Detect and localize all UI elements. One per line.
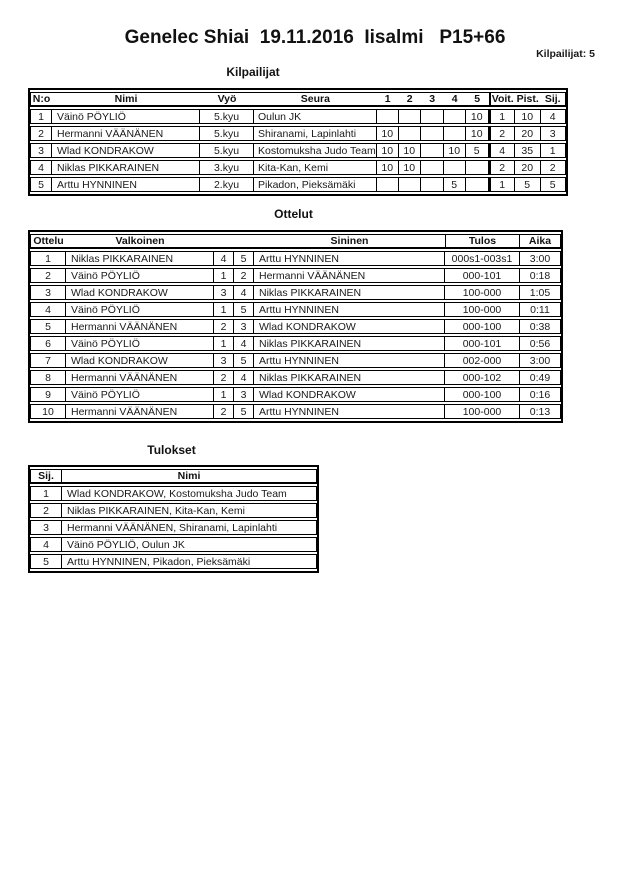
cell-place: 1 bbox=[30, 486, 62, 501]
cell-score-5 bbox=[466, 177, 489, 192]
cell-blue-name: Arttu HYNNINEN bbox=[254, 302, 445, 317]
cell-place: 5 bbox=[30, 554, 62, 569]
col-header-pist: Pist. bbox=[516, 93, 539, 105]
cell-score-3 bbox=[421, 126, 444, 141]
table-header-row bbox=[30, 92, 566, 107]
cell-white-no: 1 bbox=[214, 302, 234, 317]
cell-seura: Kita-Kan, Kemi bbox=[254, 160, 377, 175]
cell-blue-name: Hermanni VÄÄNÄNEN bbox=[254, 268, 445, 283]
col-header-match-5: 5 bbox=[466, 92, 489, 107]
table-row bbox=[30, 387, 561, 402]
cell-tulos: 000-102 bbox=[445, 370, 520, 385]
cell-score-3 bbox=[421, 109, 444, 124]
cell-blue-no: 5 bbox=[234, 404, 254, 419]
col-header-match-3: 3 bbox=[421, 92, 444, 107]
document-title: Genelec Shiai 19.11.2016 Iisalmi P15+66 bbox=[124, 27, 506, 48]
table-row bbox=[30, 520, 317, 535]
cell-no: 1 bbox=[30, 109, 52, 124]
col-header-vyo: Vyö bbox=[200, 92, 254, 107]
cell-seura: Pikadon, Pieksämäki bbox=[254, 177, 377, 192]
cell-aika: 0:18 bbox=[520, 268, 561, 283]
cell-aika: 0:13 bbox=[520, 404, 561, 419]
cell-aika: 0:11 bbox=[520, 302, 561, 317]
cell-match-no: 6 bbox=[30, 336, 66, 351]
cell-pist: 20 bbox=[515, 160, 541, 175]
cell-white-name: Wlad KONDRAKOW bbox=[66, 285, 214, 300]
cell-nimi: Hermanni VÄÄNÄNEN bbox=[52, 126, 200, 141]
cell-white-name: Väinö PÖYLIÖ bbox=[66, 302, 214, 317]
cell-score-2: 10 bbox=[399, 143, 421, 158]
cell-voit: 1 bbox=[489, 109, 515, 124]
cell-blue-name: Niklas PIKKARAINEN bbox=[254, 285, 445, 300]
cell-white-no: 2 bbox=[214, 404, 234, 419]
cell-sij: 2 bbox=[541, 160, 566, 175]
cell-aika: 1:05 bbox=[520, 285, 561, 300]
col-header-valkoinen: Valkoinen bbox=[66, 234, 214, 249]
cell-aika: 0:49 bbox=[520, 370, 561, 385]
col-header-tulos: Tulos bbox=[445, 234, 520, 249]
cell-blue-name: Arttu HYNNINEN bbox=[254, 353, 445, 368]
cell-no: 5 bbox=[30, 177, 52, 192]
cell-tulos: 002-000 bbox=[445, 353, 520, 368]
cell-blue-name: Arttu HYNNINEN bbox=[254, 251, 445, 266]
cell-blue-no: 4 bbox=[234, 285, 254, 300]
cell-tulos: 100-000 bbox=[445, 285, 520, 300]
cell-score-2 bbox=[399, 177, 421, 192]
cell-tulos: 100-000 bbox=[445, 404, 520, 419]
cell-place: 3 bbox=[30, 520, 62, 535]
table-row bbox=[30, 126, 566, 141]
cell-tulos: 000s1-003s1 bbox=[445, 251, 520, 266]
col-header-seura: Seura bbox=[254, 92, 377, 107]
table-row bbox=[30, 285, 561, 300]
cell-match-no: 9 bbox=[30, 387, 66, 402]
table-row bbox=[30, 503, 317, 518]
matches-table bbox=[28, 230, 563, 423]
cell-score-5: 10 bbox=[466, 126, 489, 141]
table-row bbox=[30, 302, 561, 317]
cell-match-no: 2 bbox=[30, 268, 66, 283]
cell-blue-no: 2 bbox=[234, 268, 254, 283]
section-heading-tulokset: Tulokset bbox=[147, 443, 196, 457]
cell-score-4 bbox=[444, 160, 466, 175]
cell-nimi: Väinö PÖYLIÖ bbox=[52, 109, 200, 124]
cell-nimi: Wlad KONDRAKOW bbox=[52, 143, 200, 158]
cell-tulos: 000-100 bbox=[445, 387, 520, 402]
cell-sij: 3 bbox=[541, 126, 566, 141]
cell-place: 2 bbox=[30, 503, 62, 518]
cell-voit: 2 bbox=[489, 126, 515, 141]
cell-seura: Shiranami, Lapinlahti bbox=[254, 126, 377, 141]
cell-blue-name: Wlad KONDRAKOW bbox=[254, 387, 445, 402]
cell-white-no: 3 bbox=[214, 285, 234, 300]
cell-place: 4 bbox=[30, 537, 62, 552]
table-row bbox=[30, 143, 566, 158]
cell-tulos: 100-000 bbox=[445, 302, 520, 317]
cell-blue-no: 3 bbox=[234, 387, 254, 402]
cell-vyo: 5.kyu bbox=[200, 109, 254, 124]
table-row bbox=[30, 319, 561, 334]
col-header-match-1: 1 bbox=[377, 92, 399, 107]
cell-pist: 20 bbox=[515, 126, 541, 141]
cell-match-no: 5 bbox=[30, 319, 66, 334]
cell-match-no: 8 bbox=[30, 370, 66, 385]
cell-voit: 1 bbox=[489, 177, 515, 192]
cell-voit: 4 bbox=[489, 143, 515, 158]
section-heading-ottelut: Ottelut bbox=[274, 207, 313, 221]
cell-pist: 5 bbox=[515, 177, 541, 192]
table-row bbox=[30, 177, 566, 192]
cell-competitor: Arttu HYNNINEN, Pikadon, Pieksämäki bbox=[62, 554, 317, 569]
cell-vyo: 5.kyu bbox=[200, 126, 254, 141]
cell-seura: Oulun JK bbox=[254, 109, 377, 124]
cell-score-3 bbox=[421, 160, 444, 175]
cell-white-no: 1 bbox=[214, 387, 234, 402]
cell-score-2 bbox=[399, 126, 421, 141]
cell-aika: 3:00 bbox=[520, 353, 561, 368]
col-header-no: N:o bbox=[30, 92, 52, 107]
cell-blue-no: 4 bbox=[234, 370, 254, 385]
cell-blue-no: 4 bbox=[234, 336, 254, 351]
cell-blue-no: 5 bbox=[234, 251, 254, 266]
cell-white-no: 4 bbox=[214, 251, 234, 266]
cell-vyo: 5.kyu bbox=[200, 143, 254, 158]
col-header-sij: Sij. bbox=[30, 469, 62, 484]
cell-white-no: 1 bbox=[214, 336, 234, 351]
cell-sij: 5 bbox=[541, 177, 566, 192]
cell-white-name: Niklas PIKKARAINEN bbox=[66, 251, 214, 266]
cell-score-1 bbox=[377, 177, 399, 192]
cell-aika: 0:56 bbox=[520, 336, 561, 351]
cell-match-no: 10 bbox=[30, 404, 66, 419]
cell-blue-name: Niklas PIKKARAINEN bbox=[254, 336, 445, 351]
cell-blue-no: 5 bbox=[234, 353, 254, 368]
col-header-match-2: 2 bbox=[399, 92, 421, 107]
table-row bbox=[30, 160, 566, 175]
cell-white-no: 2 bbox=[214, 319, 234, 334]
cell-white-no: 3 bbox=[214, 353, 234, 368]
cell-blue-no: 5 bbox=[234, 302, 254, 317]
cell-competitor: Wlad KONDRAKOW, Kostomuksha Judo Team bbox=[62, 486, 317, 501]
col-header-nimi: Nimi bbox=[52, 92, 200, 107]
cell-aika: 0:38 bbox=[520, 319, 561, 334]
cell-aika: 0:16 bbox=[520, 387, 561, 402]
cell-pist: 35 bbox=[515, 143, 541, 158]
cell-no: 2 bbox=[30, 126, 52, 141]
cell-white-no: 2 bbox=[214, 370, 234, 385]
table-row bbox=[30, 353, 561, 368]
cell-seura: Kostomuksha Judo Team bbox=[254, 143, 377, 158]
cell-blue-name: Niklas PIKKARAINEN bbox=[254, 370, 445, 385]
competitors-table bbox=[28, 88, 568, 196]
results-table bbox=[28, 465, 319, 573]
col-header-aika: Aika bbox=[520, 234, 561, 249]
table-header-row bbox=[30, 234, 561, 249]
table-row bbox=[30, 336, 561, 351]
competitor-count: Kilpailijat: 5 bbox=[536, 48, 595, 60]
table-row bbox=[30, 251, 561, 266]
cell-nimi: Arttu HYNNINEN bbox=[52, 177, 200, 192]
cell-white-name: Väinö PÖYLIÖ bbox=[66, 387, 214, 402]
cell-white-no: 1 bbox=[214, 268, 234, 283]
cell-score-1: 10 bbox=[377, 126, 399, 141]
cell-blue-name: Arttu HYNNINEN bbox=[254, 404, 445, 419]
cell-score-3 bbox=[421, 143, 444, 158]
col-header-sij: Sij. bbox=[541, 92, 566, 107]
cell-vyo: 3.kyu bbox=[200, 160, 254, 175]
cell-competitor: Väinö PÖYLIÖ, Oulun JK bbox=[62, 537, 317, 552]
cell-aika: 3:00 bbox=[520, 251, 561, 266]
col-header-nimi: Nimi bbox=[62, 469, 317, 484]
cell-score-5 bbox=[466, 160, 489, 175]
col-header-voit: Voit. bbox=[489, 92, 515, 107]
cell-sij: 4 bbox=[541, 109, 566, 124]
cell-score-5: 5 bbox=[466, 143, 489, 158]
cell-match-no: 4 bbox=[30, 302, 66, 317]
cell-sij: 1 bbox=[541, 143, 566, 158]
table-row bbox=[30, 554, 317, 569]
table-row bbox=[30, 268, 561, 283]
cell-nimi: Niklas PIKKARAINEN bbox=[52, 160, 200, 175]
cell-blue-name: Wlad KONDRAKOW bbox=[254, 319, 445, 334]
cell-voit: 2 bbox=[489, 160, 515, 175]
cell-tulos: 000-100 bbox=[445, 319, 520, 334]
cell-white-name: Hermanni VÄÄNÄNEN bbox=[66, 370, 214, 385]
cell-white-name: Hermanni VÄÄNÄNEN bbox=[66, 404, 214, 419]
col-header-match-4: 4 bbox=[444, 92, 466, 107]
col-header-white-number bbox=[214, 234, 234, 249]
table-row bbox=[30, 486, 317, 501]
cell-match-no: 7 bbox=[30, 353, 66, 368]
cell-score-1: 10 bbox=[377, 143, 399, 158]
cell-pist: 10 bbox=[515, 109, 541, 124]
table-row bbox=[30, 404, 561, 419]
cell-match-no: 1 bbox=[30, 251, 66, 266]
cell-score-4 bbox=[444, 126, 466, 141]
col-header-ottelu: Ottelu bbox=[30, 234, 66, 249]
cell-tulos: 000-101 bbox=[445, 336, 520, 351]
cell-white-name: Väinö PÖYLIÖ bbox=[66, 268, 214, 283]
cell-score-5: 10 bbox=[466, 109, 489, 124]
cell-score-1 bbox=[377, 109, 399, 124]
section-heading-kilpailijat: Kilpailijat bbox=[226, 65, 280, 79]
cell-competitor: Niklas PIKKARAINEN, Kita-Kan, Kemi bbox=[62, 503, 317, 518]
cell-score-3 bbox=[421, 177, 444, 192]
cell-no: 4 bbox=[30, 160, 52, 175]
cell-white-name: Väinö PÖYLIÖ bbox=[66, 336, 214, 351]
cell-white-name: Wlad KONDRAKOW bbox=[66, 353, 214, 368]
cell-white-name: Hermanni VÄÄNÄNEN bbox=[66, 319, 214, 334]
table-row bbox=[30, 109, 566, 124]
cell-blue-no: 3 bbox=[234, 319, 254, 334]
cell-score-4 bbox=[444, 109, 466, 124]
cell-score-1: 10 bbox=[377, 160, 399, 175]
cell-score-2: 10 bbox=[399, 160, 421, 175]
cell-competitor: Hermanni VÄÄNÄNEN, Shiranami, Lapinlahti bbox=[62, 520, 317, 535]
col-header-blue-number bbox=[234, 234, 254, 249]
table-row bbox=[30, 370, 561, 385]
cell-match-no: 3 bbox=[30, 285, 66, 300]
cell-score-4: 10 bbox=[444, 143, 466, 158]
cell-no: 3 bbox=[30, 143, 52, 158]
col-header-sininen: Sininen bbox=[254, 234, 445, 249]
cell-vyo: 2.kyu bbox=[200, 177, 254, 192]
cell-score-2 bbox=[399, 109, 421, 124]
cell-tulos: 000-101 bbox=[445, 268, 520, 283]
cell-score-4: 5 bbox=[444, 177, 466, 192]
table-header-row bbox=[30, 469, 317, 484]
table-row bbox=[30, 537, 317, 552]
